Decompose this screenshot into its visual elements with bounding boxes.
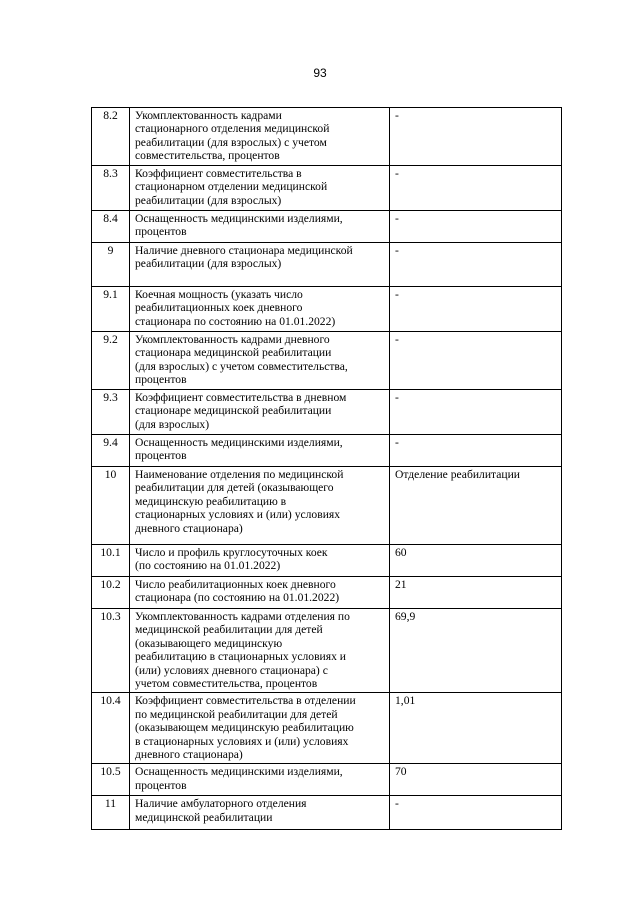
indicator-name [130,108,390,166]
table-row [92,166,562,211]
row-number: 10.2 [92,577,130,609]
indicator-name-line: (по состоянию на 01.01.2022) [135,559,281,573]
indicator-name-line: стационара (по состоянию на 01.01.2022) [135,591,340,605]
row-number: 10 [92,467,130,545]
table-body [92,108,562,830]
indicator-name-line: Коечная мощность (указать число [135,288,303,301]
row-number: 10.1 [92,545,130,577]
indicator-name-line: Укомплектованность кадрами дневного [135,333,330,346]
page-number: 93 [313,66,327,80]
row-number: 8.3 [92,166,130,211]
indicator-name [130,166,390,211]
indicator-name-line: реабилитации для детей (оказывающего [135,481,334,495]
indicator-value: - [390,211,562,243]
indicator-value: - [390,243,562,287]
indicator-name-line: Оснащенность медицинскими изделиями, [135,765,343,779]
indicator-value: - [390,332,562,390]
row-number: 9 [92,243,130,287]
table-row [92,764,562,796]
indicator-name [130,545,390,577]
indicator-name-line: процентов [135,225,187,239]
row-number: 9.4 [92,435,130,467]
row-number: 10.3 [92,609,130,693]
indicator-value: 70 [390,764,562,796]
indicator-name-line: стационарном отделении медицинской [135,180,328,194]
table-row [92,577,562,609]
indicator-name [130,693,390,764]
indicator-value: - [390,108,562,166]
indicator-name-line: реабилитации (для взрослых) с учетом [135,135,327,149]
indicator-value: Отделение реабилитации [390,467,562,545]
row-number: 9.1 [92,287,130,332]
table-row [92,211,562,243]
table-row [92,332,562,390]
indicator-name [130,764,390,796]
indicator-name-line: Коэффициент совместительства в [135,167,302,180]
row-number: 11 [92,796,130,830]
indicator-name [130,577,390,609]
indicator-name-line: Число и профиль круглосуточных коек [135,546,328,559]
indicator-name [130,243,390,287]
indicator-name-line: (оказывающем медицинскую реабилитацию [135,721,354,735]
indicator-name-line: совместительства, процентов [135,149,280,163]
indicator-value: - [390,435,562,467]
row-number: 10.5 [92,764,130,796]
indicator-value: 21 [390,577,562,609]
indicator-name-line: реабилитацию в стационарных условиях и [135,650,346,664]
indicator-name [130,287,390,332]
indicator-name-line: Число реабилитационных коек дневного [135,578,336,591]
indicator-name-line: учетом совместительства, процентов [135,677,318,691]
indicator-name-line: стационара медицинской реабилитации [135,346,332,360]
indicator-value: 1,01 [390,693,562,764]
indicator-name-line: медицинской реабилитации [135,810,273,824]
indicator-name-line: стационаре медицинской реабилитации [135,404,332,418]
indicator-name [130,435,390,467]
indicator-name-line: Наименование отделения по медицинской [135,468,344,481]
table-row [92,796,562,830]
table-row [92,108,562,166]
indicator-value: 69,9 [390,609,562,693]
indicator-name-line: дневного стационара) [135,521,243,535]
table-row [92,545,562,577]
indicator-name-line: (для взрослых) [135,417,210,431]
indicator-name-line: Укомплектованность кадрами отделения по [135,610,350,623]
indicator-name-line: стационара по состоянию на 01.01.2022) [135,314,336,328]
indicator-name-line: медицинскую реабилитацию в [135,494,287,508]
indicator-name [130,211,390,243]
indicators-table [91,107,562,830]
indicator-name-line: процентов [135,373,187,387]
indicator-name-line: медицинской реабилитации для детей [135,623,323,637]
indicator-name-line: реабилитации (для взрослых) [135,193,282,207]
indicator-name-line: Оснащенность медицинскими изделиями, [135,212,343,225]
table-row [92,609,562,693]
indicator-name-line: дневного стационара) [135,748,243,762]
indicator-name-line: Коэффициент совместительства в отделении [135,694,356,708]
indicator-name-line: реабилитации (для взрослых) [135,257,282,271]
indicator-value: - [390,166,562,211]
indicator-name-line: Наличие амбулаторного отделения [135,797,307,811]
indicator-name-line: реабилитационных коек дневного [135,301,303,315]
table-row [92,243,562,287]
table-row [92,390,562,435]
table-row [92,693,562,764]
table-row [92,435,562,467]
row-number: 9.2 [92,332,130,390]
indicator-name [130,609,390,693]
indicator-name-line: процентов [135,449,187,463]
indicator-name-line: в стационарных условиях и (или) условиях [135,734,349,748]
indicator-name-line: (для взрослых) с учетом совместительства, [135,359,348,373]
indicator-name [130,796,390,830]
indicator-name-line: Оснащенность медицинскими изделиями, [135,436,343,449]
row-number: 8.2 [92,108,130,166]
indicator-name-line: Наличие дневного стационара медицинской [135,244,353,257]
indicator-name [130,332,390,390]
indicator-name-line: по медицинской реабилитации для детей [135,707,338,721]
indicator-value: 60 [390,545,562,577]
table-row [92,467,562,545]
row-number: 10.4 [92,693,130,764]
row-number: 8.4 [92,211,130,243]
row-number: 9.3 [92,390,130,435]
indicator-name-line: стационарных условиях и (или) условиях [135,508,341,522]
indicator-name [130,390,390,435]
indicator-name-line: процентов [135,778,187,792]
indicator-name-line: (или) условиях дневного стационара) с [135,663,328,677]
indicator-name-line: Укомплектованность кадрами [135,109,282,122]
indicator-value: - [390,390,562,435]
indicator-value: - [390,796,562,830]
indicator-value: - [390,287,562,332]
table-row [92,287,562,332]
indicator-name [130,467,390,545]
indicator-name-line: стационарного отделения медицинской [135,122,330,136]
indicator-name-line: Коэффициент совместительства в дневном [135,391,347,404]
indicator-name-line: (оказывающего медицинскую [135,636,283,650]
